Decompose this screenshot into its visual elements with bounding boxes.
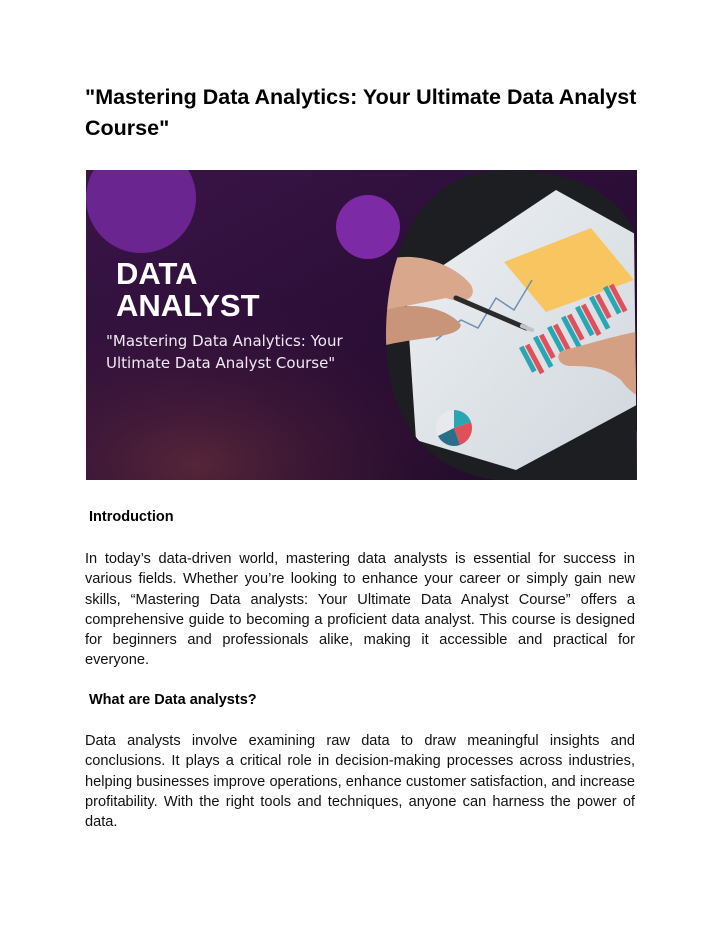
- section-heading-what-are-data-analysts: What are Data analysts?: [89, 692, 257, 708]
- hero-banner: [86, 170, 637, 480]
- section-body-what-are-data-analysts: Data analysts involve examining raw data to draw meaningful insights and conclusions. It plays a critical role in decision-making processes across industries, helping businesses improve operations, enhance customer satisfaction, and increase profitability. With the right tools and techniques, anyone can harness the power of data.: [85, 733, 635, 831]
- banner-headline-line2: ANALYST: [116, 288, 260, 323]
- banner-subtitle-line2: Ultimate Data Analyst Course": [106, 354, 336, 372]
- section-body-introduction: In today’s data-driven world, mastering data analysts is essential for success in various fields. Whether you’re looking to enhance your career or simply gain new skills, “Mastering Data analysts: Your Ultimate Data Analyst Course” offers a comprehensive guide to becoming a proficient data analyst. This course is designed for beginners and professionals alike, making it accessible and practical for everyone.: [85, 551, 635, 669]
- page-title: "Mastering Data Analytics: Your Ultimate Data Analyst Course": [85, 85, 637, 140]
- banner-subtitle-line1: "Mastering Data Analytics: Your: [106, 332, 343, 350]
- decor-circle-small: [336, 195, 400, 259]
- section-heading-introduction: Introduction: [89, 509, 174, 525]
- banner-headline-line1: DATA: [116, 256, 198, 291]
